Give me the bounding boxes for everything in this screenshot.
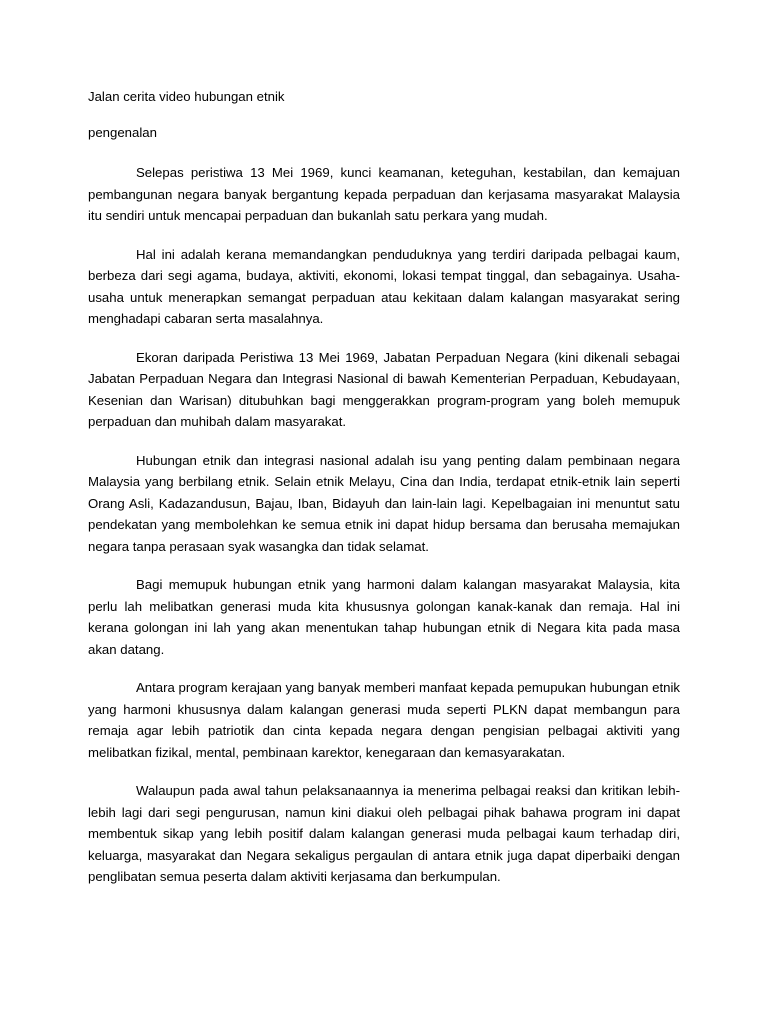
paragraph: Ekoran daripada Peristiwa 13 Mei 1969, Jabatan Perpaduan Negara (kini dikenali sebagai Jabatan Perpaduan Negara dan Integrasi Nasional di bawah Kementerian Perpaduan, Kebudayaan, Kesenian dan Warisan) ditubuhkan bagi menggerakkan program-program yang boleh memupuk perpaduan dan muhibah dalam masyarakat. — [88, 349, 680, 429]
document-title: Jalan cerita video hubungan etnik — [88, 89, 285, 104]
paragraph: Selepas peristiwa 13 Mei 1969, kunci keamanan, keteguhan, kestabilan, dan kemajuan pembangunan negara banyak bergantung kepada perpaduan dan kerjasama masyarakat Malaysia itu sendiri untuk mencapai perpaduan dan bukanlah satu perkara yang mudah. — [88, 165, 680, 223]
document-subtitle: pengenalan — [88, 125, 157, 140]
paragraph: Walaupun pada awal tahun pelaksanaannya ia menerima pelbagai reaksi dan kritikan lebih-lebih lagi dari segi pengurusan, namun kini diakui oleh pelbagai pihak bahawa program ini dapat membentuk sikap yang lebih positif dalam kalangan generasi muda pelbagai kaum terhadap diri, keluarga, masyarakat dan Negara sekaligus pergaulan di antara etnik juga dapat diperbaiki dengan penglibatan semua peserta dalam aktiviti kerjasama dan berkumpulan. — [88, 783, 680, 884]
paragraph: Bagi memupuk hubungan etnik yang harmoni dalam kalangan masyarakat Malaysia, kita perlu lah melibatkan generasi muda kita khususnya golongan kanak-kanak dan remaja. Hal ini kerana golongan ini lah yang akan menentukan tahap hubungan etnik di Negara kita pada masa akan datang. — [88, 577, 680, 657]
paragraph: Hal ini adalah kerana memandangkan penduduknya yang terdiri daripada pelbagai kaum, berbeza dari segi agama, budaya, aktiviti, ekonomi, lokasi tempat tinggal, dan sebagainya. Usaha-usaha untuk menerapkan semangat perpaduan atau kekitaan dalam kalangan masyarakat sering menghadapi cabaran serta masalahnya. — [88, 246, 680, 326]
document-body — [88, 88, 680, 888]
paragraph: Hubungan etnik dan integrasi nasional adalah isu yang penting dalam pembinaan negara Malaysia yang berbilang etnik. Selain etnik Melayu, Cina dan India, terdapat etnik-etnik lain seperti Orang Asli, Kadazandusun, Bajau, Iban, Bidayuh dan lain-lain lagi. Kepelbagaian ini menuntut satu pendekatan yang membolehkan ke semua etnik ini dapat hidup bersama dan berusaha memajukan negara tanpa perasaan syak wasangka dan tidak selamat. — [88, 452, 680, 554]
paragraph: Antara program kerajaan yang banyak memberi manfaat kepada pemupukan hubungan etnik yang harmoni khususnya dalam kalangan generasi muda seperti PLKN dapat membangun para remaja agar lebih patriotik dan cinta kepada negara dengan pengisian pelbagai aktiviti yang melibatkan fizikal, mental, pembinaan karektor, kenegaraan dan kemasyarakatan. — [88, 680, 680, 760]
